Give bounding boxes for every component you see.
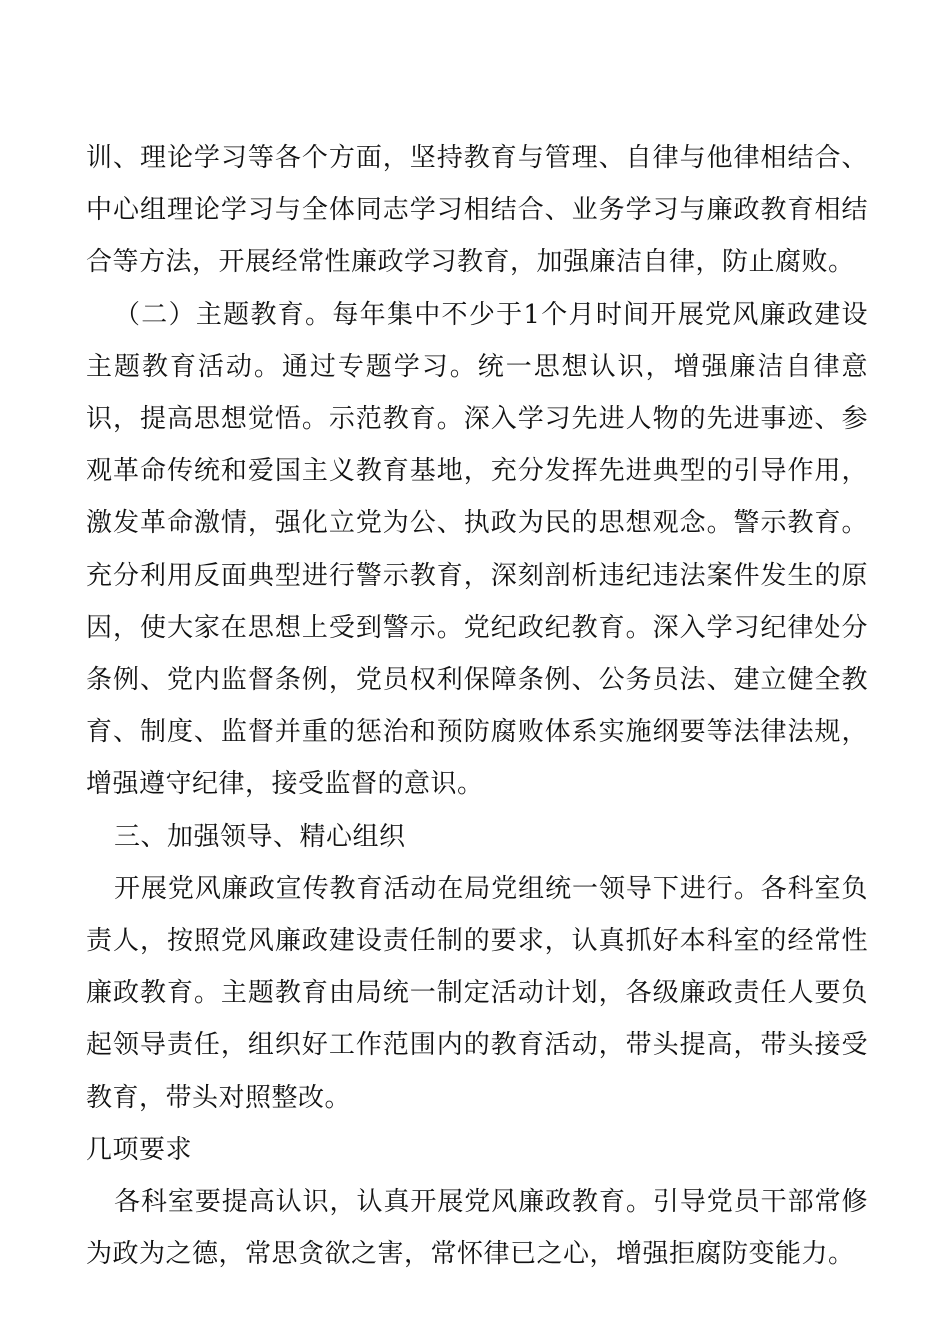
- paragraph-requirements: 各科室要提高认识，认真开展党风廉政教育。引导党员干部常修为政为之德，常思贪欲之害，常怀律已之心，增强拒腐防变能力。: [86, 1187, 868, 1270]
- paragraph-theme-education: （二）主题教育。每年集中不少于1个月时间开展党风廉政建设主题教育活动。通过专题学习。统一思想认识，增强廉洁自律意识，提高思想觉悟。示范教育。深入学习先进人物的先进事迹、参观革命传统和爱国主义教育基地，充分发挥先进典型的引导作用，激发革命激情，强化立党为公、执政为民的思想观念。警示教育。充分利用反面典型进行警示教育，深刻剖析违纪违法案件发生的原因，使大家在思想上受到警示。党纪政纪教育。深入学习纪律处分条例、党内监督条例，党员权利保障条例、公务员法、建立健全教育、制度、监督并重的惩治和预防腐败体系实施纲要等法律法规，增强遵守纪律，接受监督的意识。: [86, 299, 868, 800]
- paragraph-continuation: 训、理论学习等各个方面，坚持教育与管理、自律与他律相结合、中心组理论学习与全体同志学习相结合、业务学习与廉政教育相结合等方法，开展经常性廉政学习教育，加强廉洁自律，防止腐败。: [86, 143, 868, 278]
- section-heading-leadership: 三、加强领导、精心组织: [114, 821, 406, 852]
- document-body: [86, 132, 868, 1280]
- section-heading-requirements: 几项要求: [86, 1134, 193, 1165]
- paragraph-leadership: 开展党风廉政宣传教育活动在局党组统一领导下进行。各科室负责人，按照党风廉政建设责任制的要求，认真抓好本科室的经常性廉政教育。主题教育由局统一制定活动计划，各级廉政责任人要负起领导责任，组织好工作范围内的教育活动，带头提高，带头接受教育，带头对照整改。: [86, 873, 868, 1113]
